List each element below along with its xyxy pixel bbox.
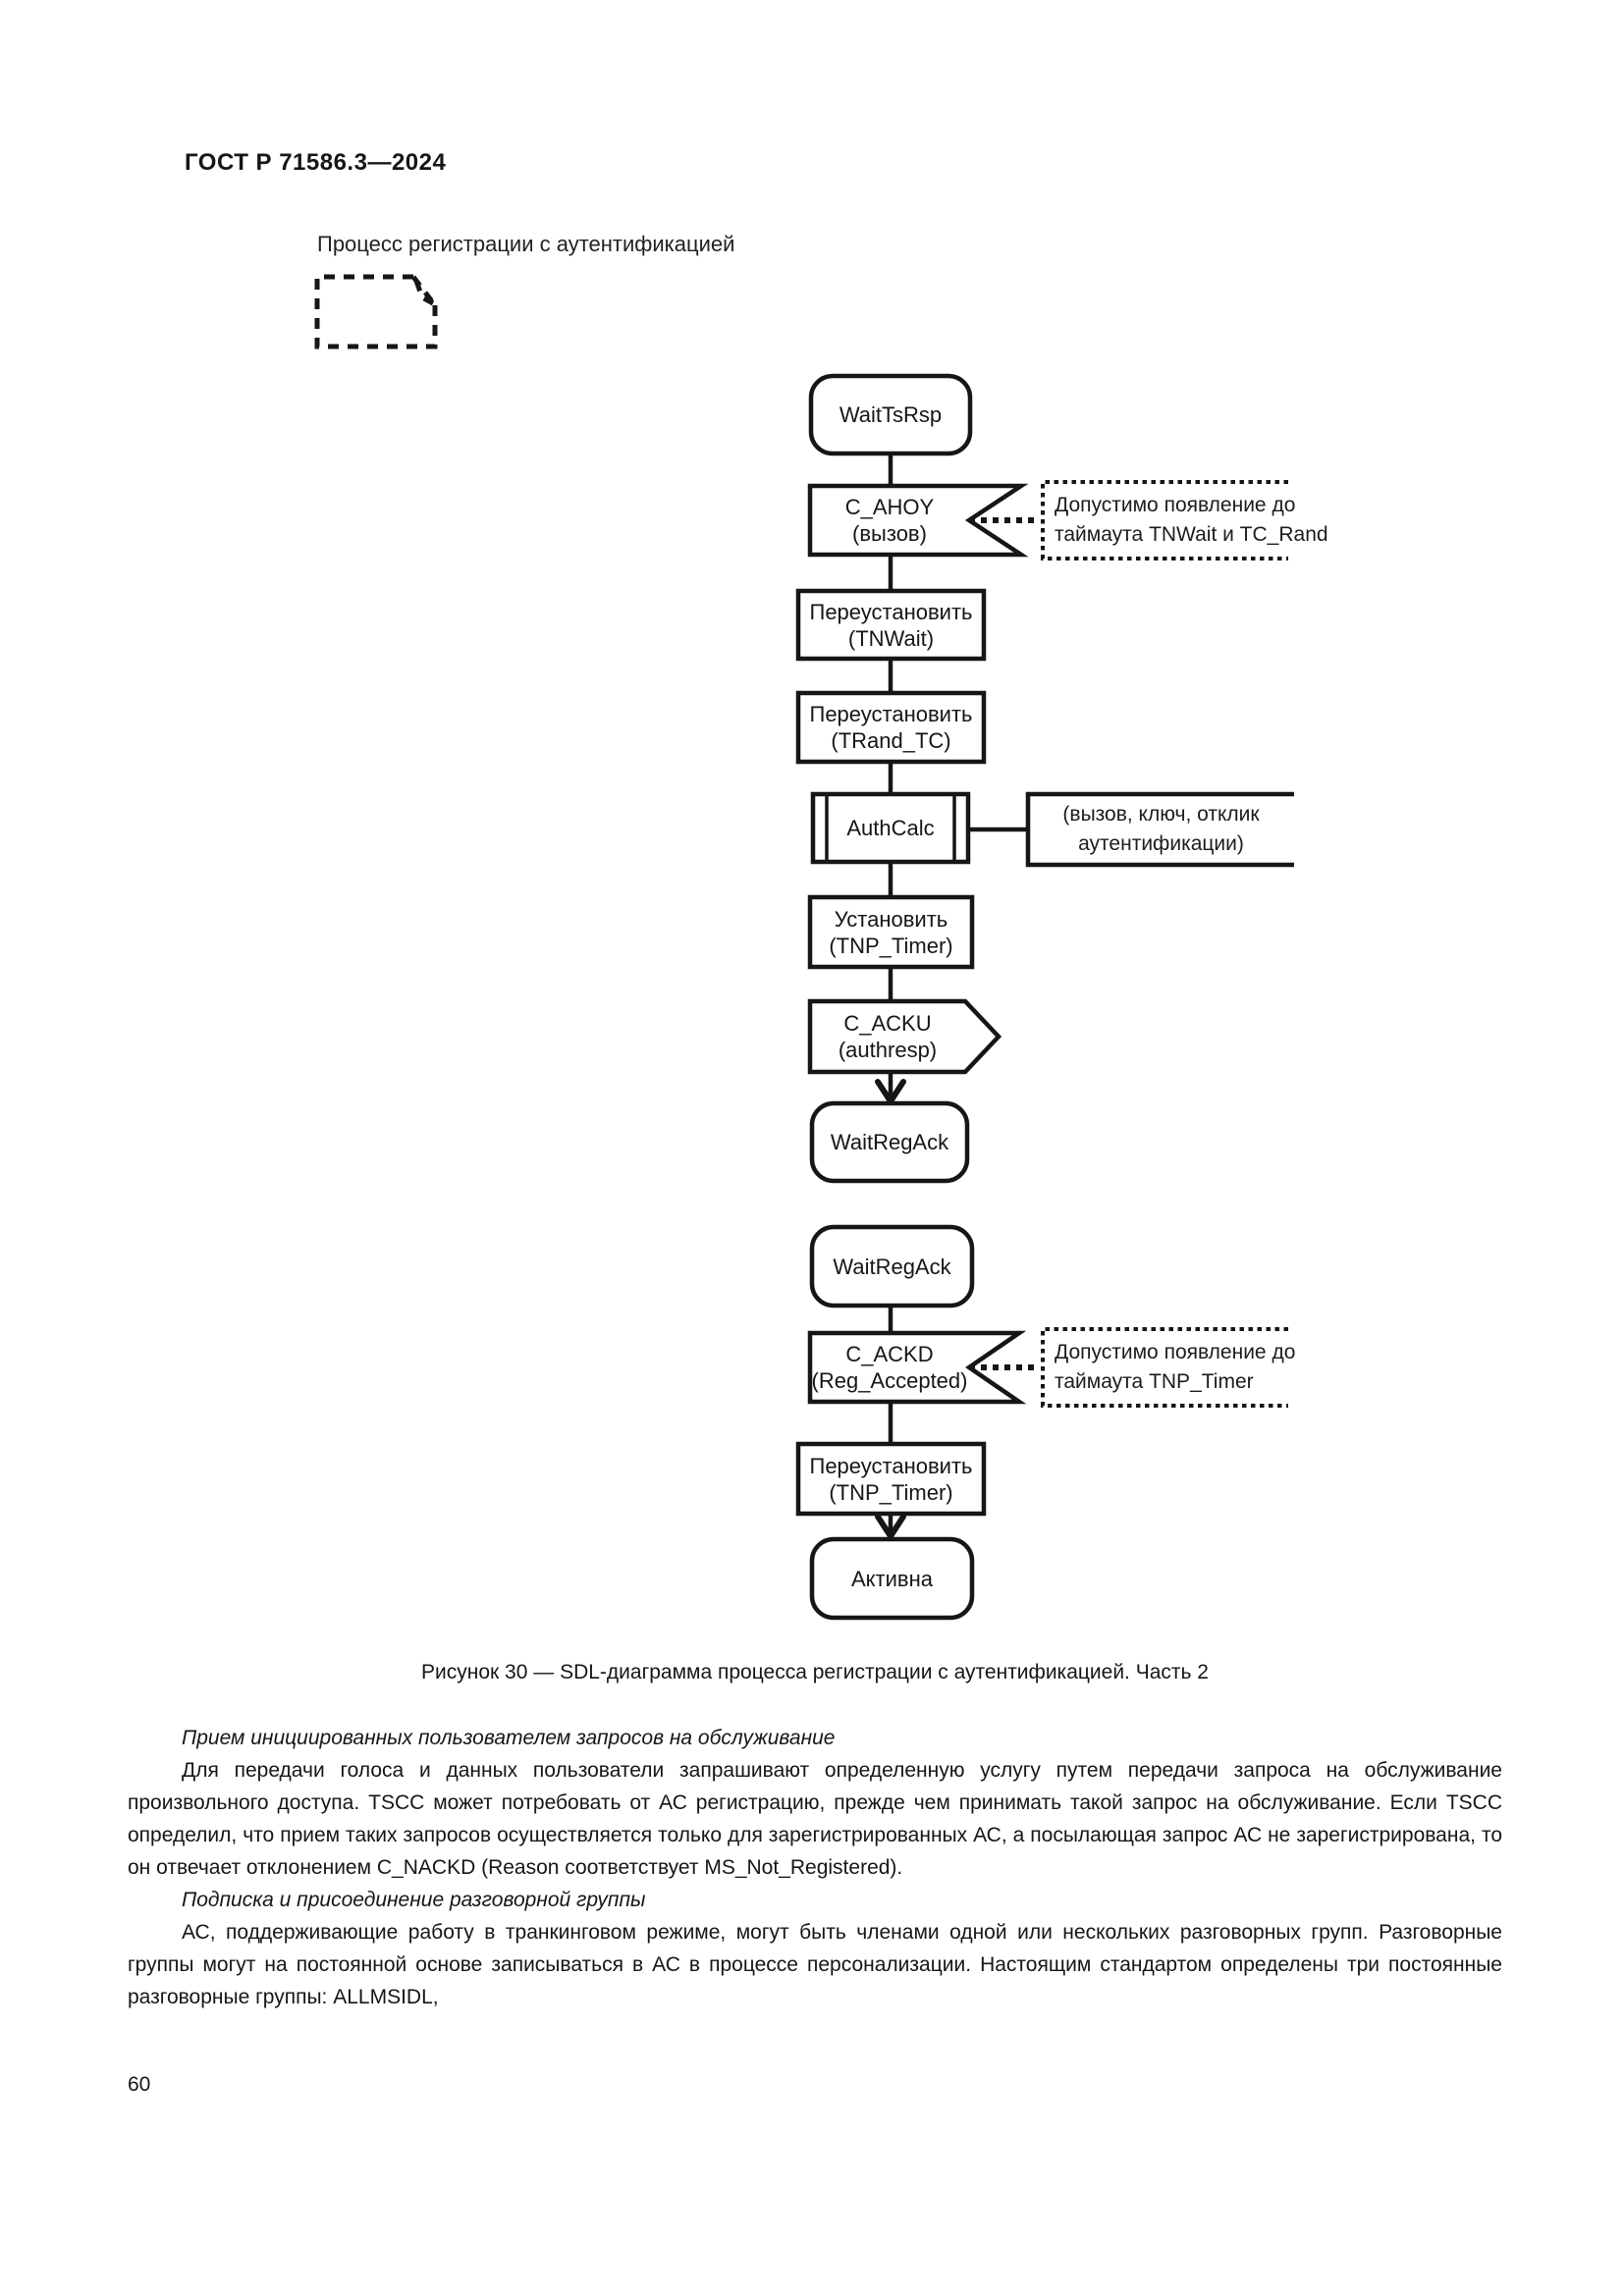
input-c-ahoy-label: C_AHOY (вызов) bbox=[844, 495, 935, 546]
process-frame-symbol bbox=[317, 277, 435, 347]
state-waitregack2-label: WaitRegAck bbox=[833, 1254, 951, 1279]
heading-talkgroup: Подписка и присоединение разговорной группы bbox=[182, 1889, 646, 1911]
heading-service-requests: Прием инициированных пользователем запросов на обслуживание bbox=[182, 1727, 836, 1749]
paragraph-service-requests: Для передачи голоса и данных пользователи запрашивают определенную услугу путем передачи запроса на обслуживание произвольного доступа. TSCC может потребовать от АС регистрацию, прежде чем принимать такой запрос на обслуживание. Если TSCC определил, что прием таких запросов осуществляется только для зарегистрированных АС, а посылающая запрос АС не зарегистрирована, то он отвечает отклонением C_NACKD (Reason соответствует MS_Not_Registered). bbox=[128, 1759, 1502, 1879]
task-reset-trand-tc-label: Переустановить (TRand_TC) bbox=[809, 702, 973, 753]
standard-code-header: ГОСТ Р 71586.3—2024 bbox=[185, 149, 447, 176]
state-waittsrsp-label: WaitTsRsp bbox=[839, 402, 943, 427]
procedure-authcalc-label: AuthCalc bbox=[846, 816, 935, 840]
page-number: 60 bbox=[128, 2073, 151, 2096]
state-active-label: Активна bbox=[851, 1566, 933, 1591]
task-reset-tnwait-label: Переустановить (TNWait) bbox=[809, 599, 973, 651]
task-reset-tnp-timer-label: Переустановить (TNP_Timer) bbox=[809, 1453, 973, 1505]
task-set-tnp-timer-label: Установить (TNP_Timer) bbox=[829, 906, 953, 958]
output-c-acku-label: C_ACKU (authresp) bbox=[838, 1011, 938, 1062]
paragraph-talkgroup: АС, поддерживающие работу в транкинговом режиме, могут быть членами одной или нескольких разговорных групп. Разговорные группы могут на постоянной основе записываться в АС в процессе персонализации. Настоящим стандартом определены три постоянные разговорные группы: ALLMSIDL, bbox=[128, 1921, 1502, 2008]
diagram-title: Процесс регистрации с аутентификацией bbox=[317, 232, 735, 256]
input-c-ackd-label: C_ACKD (Reg_Accepted) bbox=[811, 1342, 968, 1393]
comment-authcalc-text: (вызов, ключ, отклик аутентификации) bbox=[1062, 803, 1260, 855]
body-text-block bbox=[128, 1722, 1502, 2013]
comment-c-ahoy-text: Допустимо появление до таймаута TNWait и TC_Rand bbox=[1055, 494, 1328, 546]
figure-caption: Рисунок 30 — SDL-диаграмма процесса регистрации с аутентификацией. Часть 2 bbox=[421, 1661, 1209, 1683]
comment-c-ackd-text: Допустимо появление до таймаута TNP_Timer bbox=[1055, 1341, 1296, 1393]
state-waitregack1-label: WaitRegAck bbox=[830, 1130, 949, 1154]
